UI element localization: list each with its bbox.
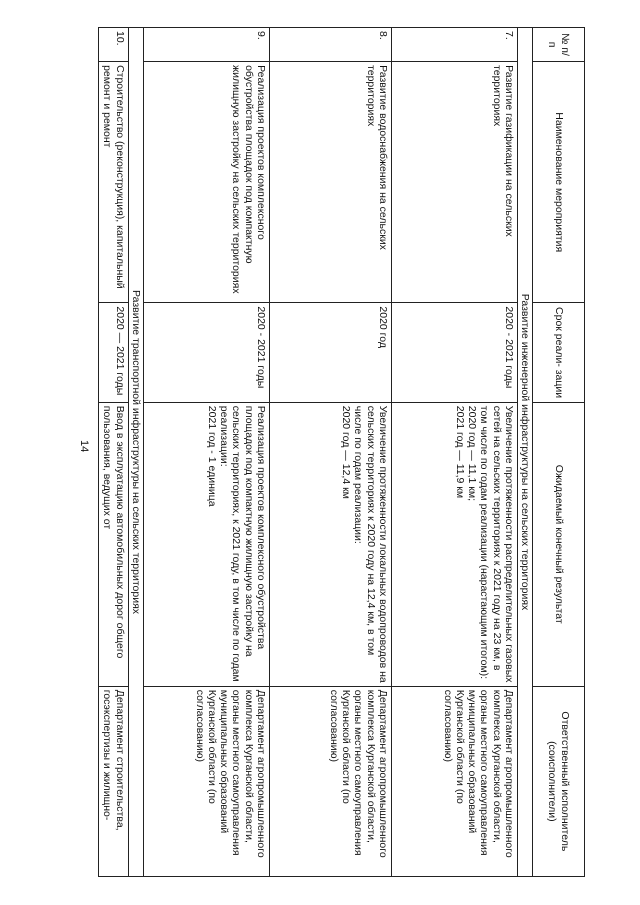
table-row: [391, 28, 517, 877]
row-term: 2020 год: [269, 303, 391, 402]
table-row: [143, 28, 269, 877]
section-transport: Развитие транспортной инфраструктуры на сельских территориях: [128, 28, 143, 877]
header-name: Наименование мероприятия: [533, 62, 585, 303]
header-num: № п/п: [533, 28, 585, 62]
row-num: 8.: [269, 28, 391, 62]
section-row: [128, 28, 143, 877]
header-term: Срок реали- зации: [533, 303, 585, 402]
table-header-row: [533, 28, 585, 877]
row-result: Реализация проектов комплексного обустройства площадок под компактную жилищную застройку на сельских территориях, к 2021 году, в том числе по годам реализации: 2021 год - 1 единица: [143, 402, 269, 686]
rotated-table-container: [101, 27, 585, 877]
header-executor: Ответственный исполнитель (соисполнители): [533, 686, 585, 876]
row-num: 7.: [391, 28, 517, 62]
row-term: 2020 - 2021 годы: [143, 303, 269, 402]
table-row: [99, 28, 128, 877]
row-term: 2020 — 2021 годы: [99, 303, 128, 402]
row-executor: Департамент агропромышленного комплекса Курганской области, органы местного самоуправления муниципальных образований Курганской области (по согласованию): [391, 686, 517, 876]
row-executor: Департамент агропромышленного комплекса Курганской области, органы местного самоуправления Курганской области (по согласованию): [269, 686, 391, 876]
row-num: 9.: [143, 28, 269, 62]
row-name: Реализация проектов комплексного обустройства площадок под компактную жилищную застройку на сельских территориях: [143, 62, 269, 303]
row-executor: Департамент строительства, госэкспертизы и жилищно-: [99, 686, 128, 876]
row-num: 10.: [99, 28, 128, 62]
page-number: 14: [78, 440, 90, 453]
table-row: [269, 28, 391, 877]
row-result: Увеличение протяженности распределительных газовых сетей на сельских территориях к 2021 году на 23 км, в том числе по годам реализации (нарастающим итогом): 2020 год — 11,1 км; 2021 год — 11,9 км: [391, 402, 517, 686]
section-engineering: Развитие инженерной инфраструктуры на сельских территориях: [517, 28, 532, 877]
row-result: Увеличение протяженности локальных водопроводов на сельских территориях к 2020 году на 12,4 км, в том числе по годам реализации: 2020 год — 12,4 км: [269, 402, 391, 686]
row-name: Развитие газификации на сельских территориях: [391, 62, 517, 303]
row-result: Ввод в эксплуатацию автомобильных дорог общего пользования, ведущих от: [99, 402, 128, 686]
row-executor: Департамент агропромышленного комплекса Курганской области, органы местного самоуправления муниципальных образований Курганской области (по согласованию): [143, 686, 269, 876]
section-row: [517, 28, 532, 877]
measures-table: [98, 27, 585, 877]
header-result: Ожидаемый конечный результат: [533, 402, 585, 686]
row-name: Строительство (реконструкция), капитальный ремонт и ремонт: [99, 62, 128, 303]
row-term: 2020 - 2021 годы: [391, 303, 517, 402]
row-name: Развитие водоснабжения на сельских территориях: [269, 62, 391, 303]
